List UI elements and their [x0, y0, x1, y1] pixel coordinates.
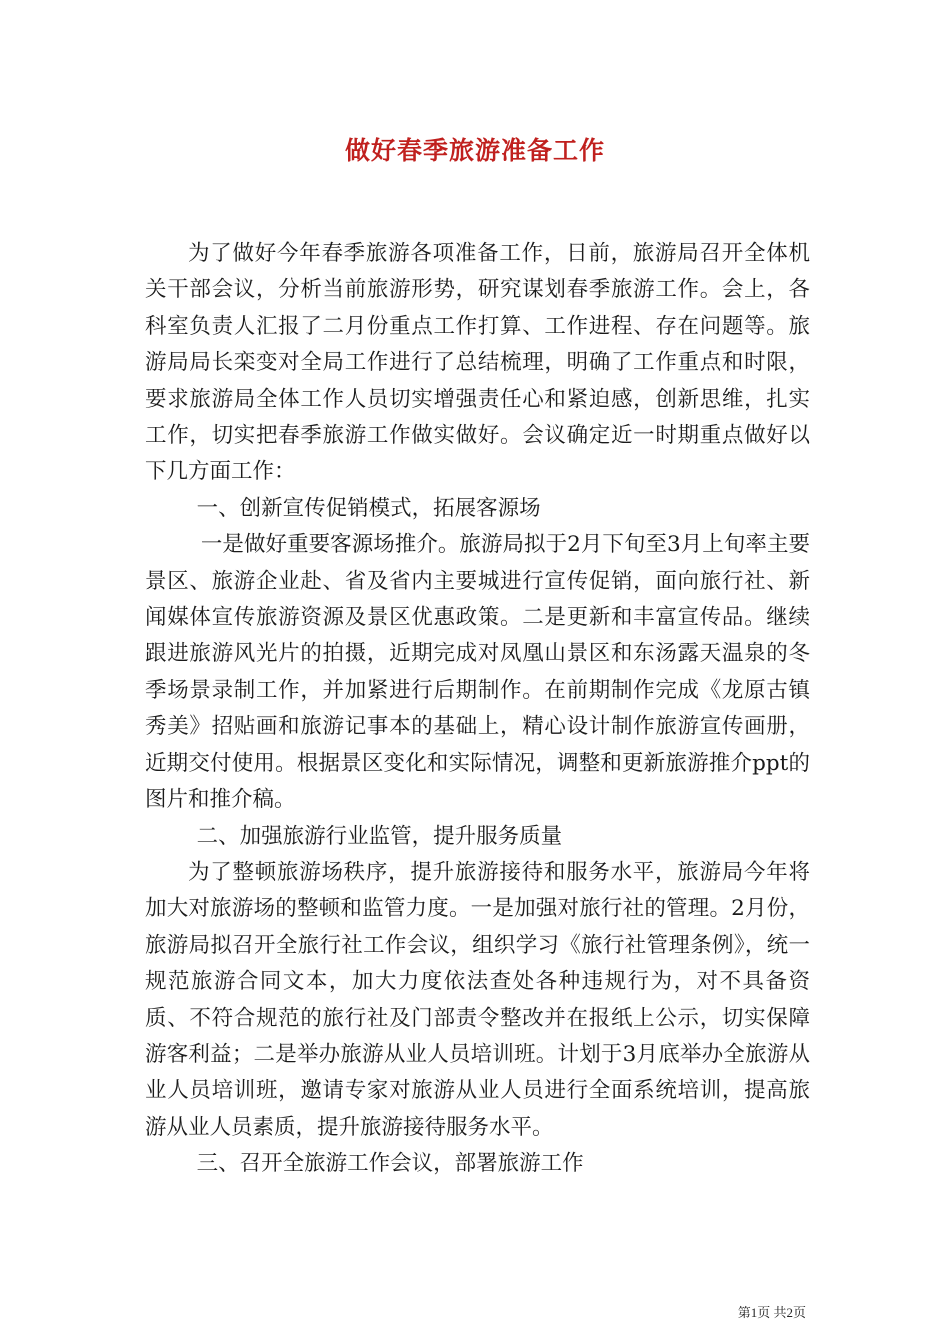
section-heading-2: 二、加强旅游行业监管，提升服务质量: [196, 823, 563, 849]
page-title: 做好春季旅游准备工作: [344, 136, 605, 165]
intro-paragraph: 为了做好今年春季旅游各项准备工作，日前，旅游局召开全体机关干部会议，分析当前旅游形势，研究谋划春季旅游工作。会上，各科室负责人汇报了二月份重点工作打算、工作进程、存在问题等。旅游局局长栾变对全局工作进行了总结梳理，明确了工作重点和时限，要求旅游局全体工作人员切实增强责任心和紧迫感，创新思维，扎实工作，切实把春季旅游工作做实做好。会议确定近一时期重点做好以下几方面工作：: [145, 241, 810, 485]
section-1-paragraph: 一是做好重要客源场推介。旅游局拟于2月下旬至3月上旬率主要景区、旅游企业赴、省及省内主要城进行宣传促销，面向旅行社、新闻媒体宣传旅游资源及景区优惠政策。二是更新和丰富宣传品。继续跟进旅游风光片的拍摄，近期完成对凤凰山景区和东汤露天温泉的冬季场景录制工作，并加紧进行后期制作。在前期制作完成《龙原古镇秀美》招贴画和旅游记事本的基础上，精心设计制作旅游宣传画册，近期交付使用。根据景区变化和实际情况，调整和更新旅游推介ppt的图片和推介稿。: [145, 532, 810, 813]
footer-suffix: 页: [792, 1305, 806, 1320]
footer-middle: 页 共: [757, 1305, 787, 1320]
section-heading-3: 三、召开全旅游工作会议，部署旅游工作: [196, 1151, 584, 1177]
footer-prefix: 第: [737, 1305, 751, 1320]
footer-total-pages: 2: [786, 1305, 793, 1320]
footer-page-number: 1: [750, 1305, 758, 1320]
section-2-paragraph: 为了整顿旅游场秩序，提升旅游接待和服务水平，旅游局今年将加大对旅游场的整顿和监管力度。一是加强对旅行社的管理。2月份，旅游局拟召开全旅行社工作会议，组织学习《旅行社管理条例》，统一规范旅游合同文本，加大力度依法查处各种违规行为，对不具备资质、不符合规范的旅行社及门部责令整改并在报纸上公示，切实保障游客利益；二是举办旅游从业人员培训班。计划于3月底举办全旅游从业人员培训班，邀请专家对旅游从业人员进行全面系统培训，提高旅游从业人员素质，提升旅游接待服务水平。: [145, 859, 810, 1140]
section-heading-1: 一、创新宣传促销模式，拓展客源场: [196, 495, 541, 521]
page-footer: [738, 1302, 806, 1321]
document-body: [145, 236, 810, 1183]
